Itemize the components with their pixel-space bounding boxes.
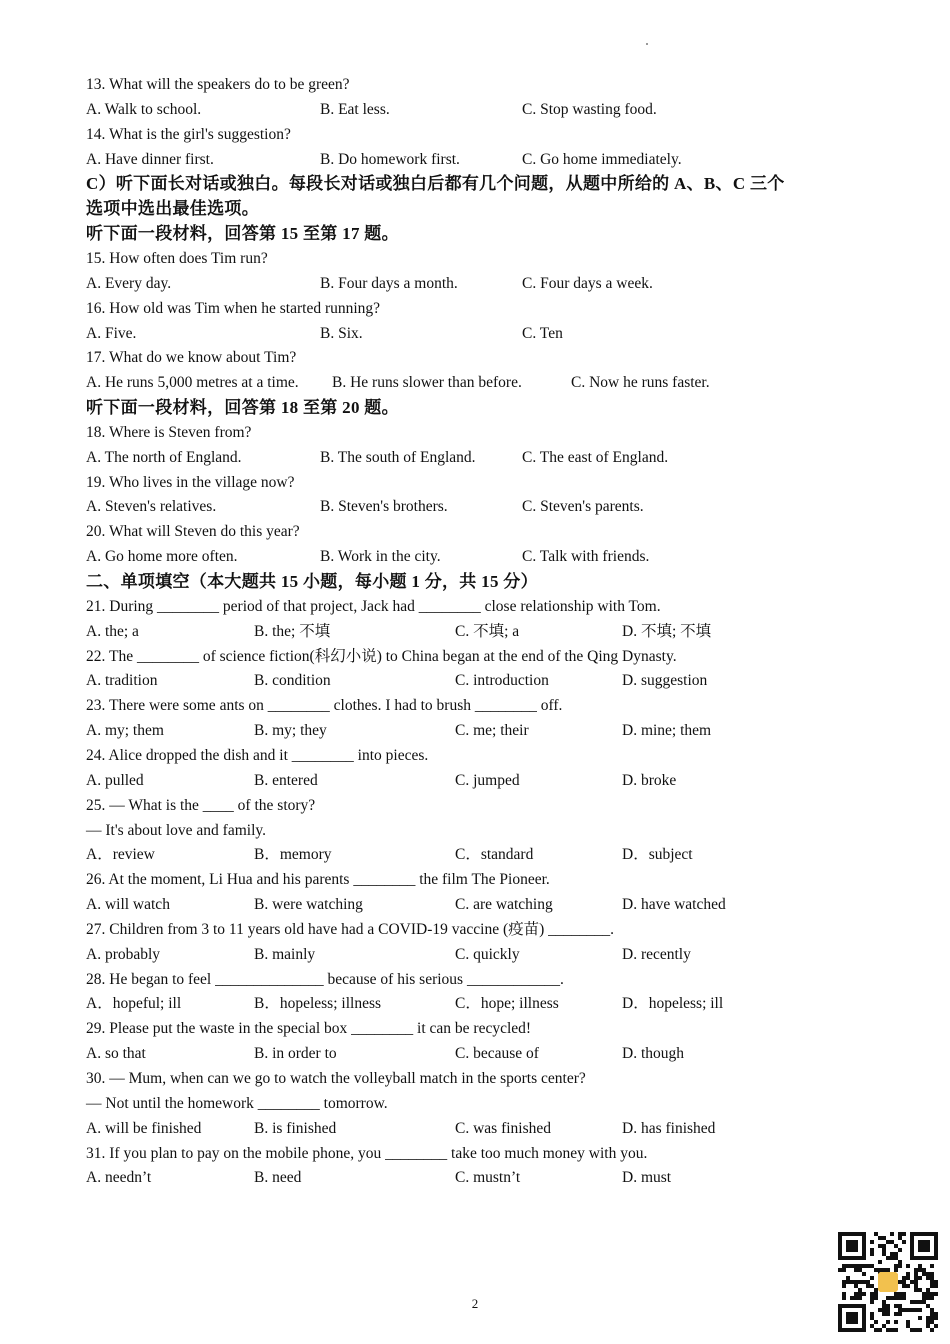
question-text: 24. Alice dropped the dish and it ________ into pieces. bbox=[86, 746, 429, 764]
answer-option: C. mustn’t bbox=[455, 1169, 521, 1187]
answer-option: B. Six. bbox=[320, 324, 363, 342]
answer-option: D．subject bbox=[622, 846, 693, 864]
answer-option: C. Four days a week. bbox=[522, 274, 653, 292]
answer-option: B. need bbox=[254, 1169, 302, 1187]
answer-option: D．hopeless; ill bbox=[622, 995, 724, 1013]
answer-option: B．memory bbox=[254, 846, 332, 864]
answer-option: D. though bbox=[622, 1045, 684, 1063]
answer-option: B. Steven's brothers. bbox=[320, 498, 448, 516]
answer-option: C. jumped bbox=[455, 771, 520, 789]
question-text: 14. What is the girl's suggestion? bbox=[86, 125, 291, 143]
section-heading: 二、单项填空（本大题共 15 小题，每小题 1 分，共 15 分） bbox=[86, 572, 538, 591]
answer-option: D. broke bbox=[622, 771, 677, 789]
answer-option: D. suggestion bbox=[622, 672, 708, 690]
question-text: 21. During ________ period of that project, Jack had ________ close relationship with Tom. bbox=[86, 597, 661, 615]
question-text: 26. At the moment, Li Hua and his parents ________ the film The Pioneer. bbox=[86, 871, 550, 889]
section-heading: 听下面一段材料，回答第 15 至第 17 题。 bbox=[86, 224, 399, 244]
question-text: 17. What do we know about Tim? bbox=[86, 349, 297, 367]
answer-option: B. in order to bbox=[254, 1045, 337, 1063]
answer-option: A. pulled bbox=[86, 771, 144, 789]
answer-option: D. mine; them bbox=[622, 722, 712, 740]
answer-option: B. is finished bbox=[254, 1119, 337, 1137]
answer-option: B. entered bbox=[254, 771, 318, 789]
answer-option: B. The south of England. bbox=[320, 448, 476, 466]
answer-option: C. Go home immediately. bbox=[522, 150, 682, 168]
answer-option: C. because of bbox=[455, 1045, 539, 1063]
section-heading: 听下面一段材料，回答第 18 至第 20 题。 bbox=[86, 398, 399, 418]
answer-option: D. recently bbox=[622, 945, 691, 963]
question-text: 28. He began to feel ______________ because of his serious ____________. bbox=[86, 970, 564, 988]
answer-option: D. have watched bbox=[622, 896, 726, 914]
answer-option: A. Steven's relatives. bbox=[86, 498, 217, 516]
answer-option: A. He runs 5,000 metres at a time. bbox=[86, 374, 299, 392]
section-heading: C）听下面长对话或独白。每段长对话或独白后都有几个问题，从题中所给的 A、B、C 三个 bbox=[86, 174, 785, 194]
answer-option: B. condition bbox=[254, 672, 331, 690]
answer-option: A. Go home more often. bbox=[86, 548, 238, 566]
answer-option: B. Four days a month. bbox=[320, 274, 458, 292]
answer-option: A. Five. bbox=[86, 324, 137, 342]
answer-option: C. quickly bbox=[455, 945, 520, 963]
question-text: 20. What will Steven do this year? bbox=[86, 523, 300, 541]
answer-option: A. will watch bbox=[86, 896, 170, 914]
question-text: 23. There were some ants on ________ clothes. I had to brush ________ off. bbox=[86, 697, 563, 715]
section-heading: 选项中选出最佳选项。 bbox=[86, 199, 259, 219]
answer-option: B. mainly bbox=[254, 945, 316, 963]
answer-option: B. Do homework first. bbox=[320, 150, 460, 168]
qr-code-icon bbox=[838, 1232, 938, 1332]
answer-option: A. my; them bbox=[86, 722, 164, 740]
answer-option: A. Have dinner first. bbox=[86, 150, 214, 168]
question-text: 13. What will the speakers do to be green? bbox=[86, 76, 350, 93]
question-text: — It's about love and family. bbox=[86, 821, 266, 839]
answer-option: B. Work in the city. bbox=[320, 548, 441, 566]
question-text: 31. If you plan to pay on the mobile phone, you ________ take too much money with you. bbox=[86, 1144, 648, 1162]
question-text: 16. How old was Tim when he started running? bbox=[86, 299, 381, 317]
answer-option: B. were watching bbox=[254, 896, 363, 914]
answer-option: C. me; their bbox=[455, 722, 529, 740]
page-number: 2 bbox=[471, 1296, 479, 1311]
answer-option: A. needn’t bbox=[86, 1169, 152, 1187]
answer-option: C. Steven's parents. bbox=[522, 498, 644, 516]
answer-option: B. my; they bbox=[254, 722, 327, 740]
question-text: 18. Where is Steven from? bbox=[86, 423, 252, 441]
answer-option: A. Walk to school. bbox=[86, 100, 202, 118]
question-text: — Not until the homework ________ tomorrow. bbox=[86, 1094, 388, 1112]
answer-option: A．hopeful; ill bbox=[86, 995, 182, 1013]
answer-option: C. Ten bbox=[522, 324, 563, 342]
answer-option: A. The north of England. bbox=[86, 448, 242, 466]
answer-option: C. introduction bbox=[455, 672, 549, 690]
question-text: 22. The ________ of science fiction(科幻小说) to China began at the end of the Qing Dynasty. bbox=[86, 647, 677, 665]
question-text: 19. Who lives in the village now? bbox=[86, 473, 295, 491]
answer-option: B. Eat less. bbox=[320, 100, 390, 118]
question-text: 29. Please put the waste in the special box ________ it can be recycled! bbox=[86, 1020, 532, 1038]
answer-option: C．standard bbox=[455, 846, 534, 864]
question-text: 27. Children from 3 to 11 years old have had a COVID-19 vaccine (疫苗) ________. bbox=[86, 920, 615, 938]
answer-option: B．hopeless; illness bbox=[254, 995, 382, 1013]
answer-option: D. 不填; 不填 bbox=[622, 622, 712, 640]
answer-option: A．review bbox=[86, 846, 155, 864]
answer-option: C. Talk with friends. bbox=[522, 548, 650, 566]
answer-option: B. the; 不填 bbox=[254, 622, 331, 640]
answer-option: C. was finished bbox=[455, 1119, 552, 1137]
answer-option: D. has finished bbox=[622, 1119, 716, 1137]
answer-option: C. 不填; a bbox=[455, 622, 520, 640]
answer-option: A. so that bbox=[86, 1045, 146, 1063]
answer-option: A. tradition bbox=[86, 672, 158, 690]
page-mark bbox=[646, 43, 648, 45]
answer-option: C．hope; illness bbox=[455, 995, 559, 1013]
answer-option: A. probably bbox=[86, 945, 161, 963]
question-text: 15. How often does Tim run? bbox=[86, 249, 268, 267]
answer-option: B. He runs slower than before. bbox=[332, 374, 522, 392]
answer-option: C. Now he runs faster. bbox=[571, 374, 710, 392]
answer-option: C. The east of England. bbox=[522, 448, 669, 466]
answer-option: C. are watching bbox=[455, 896, 553, 914]
answer-option: A. the; a bbox=[86, 622, 139, 640]
question-text: 30. — Mum, when can we go to watch the volleyball match in the sports center? bbox=[86, 1070, 586, 1087]
answer-option: C. Stop wasting food. bbox=[522, 100, 657, 118]
answer-option: A. Every day. bbox=[86, 274, 172, 292]
answer-option: D. must bbox=[622, 1169, 672, 1187]
answer-option: A. will be finished bbox=[86, 1119, 202, 1137]
question-text: 25. — What is the ____ of the story? bbox=[86, 796, 316, 814]
